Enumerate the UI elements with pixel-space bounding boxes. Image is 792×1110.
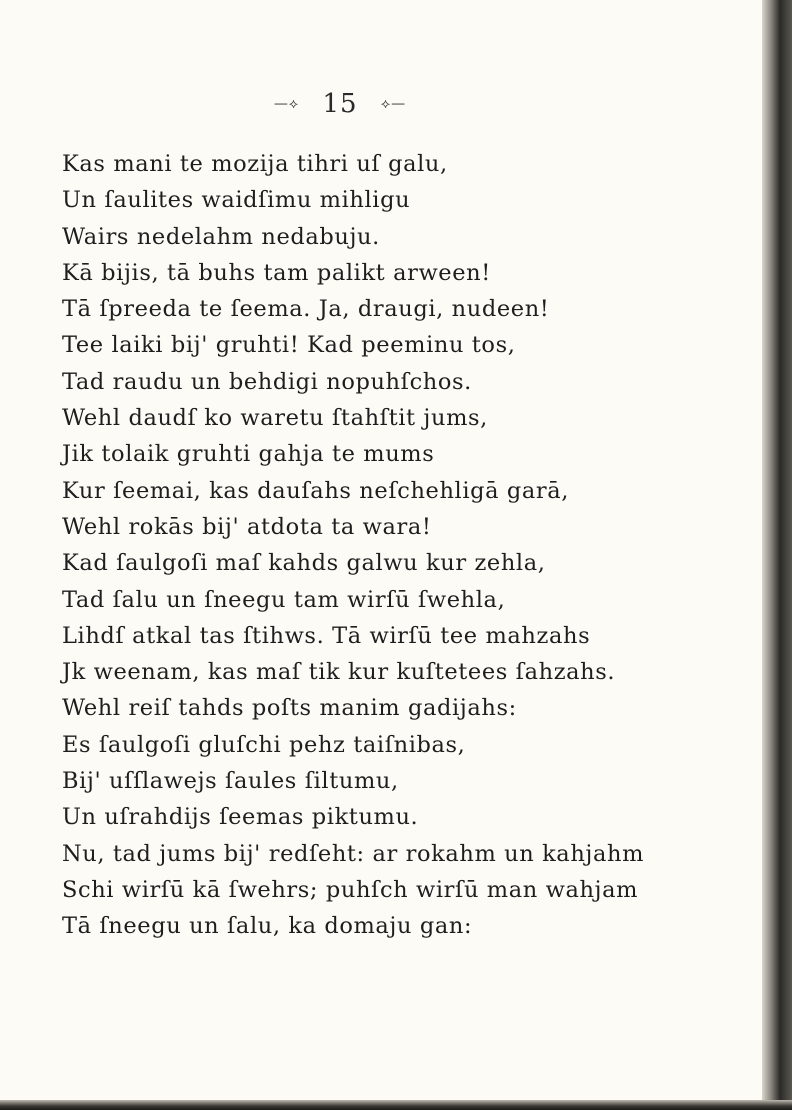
book-spine bbox=[762, 0, 792, 1110]
poem-line: Kur ſeemai, kas dauſahs neſchehligā garā, bbox=[62, 477, 570, 504]
poem-line: Kad ſaulgoſi maſ kahds galwu kur zehla, bbox=[62, 550, 546, 577]
poem-line: Wairs nedelahm nedabuju. bbox=[62, 223, 380, 250]
poem-line: Tā ſpreeda te ſeema. Ja, draugi, nudeen! bbox=[62, 296, 550, 323]
poem-line: Tad ſalu un ſneegu tam wirſū ſwehla, bbox=[62, 586, 506, 613]
poem-line: Un uſrahdijs ſeemas piktumu. bbox=[62, 804, 419, 831]
poem-line: Jk weenam, kas maſ tik kur kuſtetees ſahzahs. bbox=[62, 659, 616, 686]
poem-line: Nu, tad jums bij' redſeht: ar rokahm un kahjahm bbox=[62, 840, 645, 867]
page-number: 15 bbox=[322, 89, 358, 119]
page-bottom-edge bbox=[0, 1100, 792, 1110]
poem-text bbox=[62, 146, 645, 945]
poem-line: Tā ſneegu un ſalu, ka domaju gan: bbox=[62, 913, 473, 940]
poem-line: Kā bijis, tā buhs tam palikt arween! bbox=[62, 259, 491, 286]
poem-line: Wehl daudſ ko waretu ſtahſtit jums, bbox=[62, 405, 488, 432]
poem-line: Es ſaulgoſi gluſchi pehz taiſnibas, bbox=[62, 731, 466, 758]
poem-line: Wehl reiſ tahds poſts manim gadijahs: bbox=[62, 695, 517, 722]
poem-line: Tad raudu un behdigi nopuhſchos. bbox=[62, 368, 472, 395]
poem-line: Lihdſ atkal tas ſtihws. Tā wirſū tee mahzahs bbox=[62, 622, 591, 649]
poem-line: Wehl rokās bij' atdota ta wara! bbox=[62, 513, 432, 540]
ornament-right: ⟡— bbox=[380, 96, 407, 112]
poem-line: Bij' uſſlawejs ſaules ſiltumu, bbox=[62, 768, 399, 795]
poem-line: Un ſaulites waidſimu mihligu bbox=[62, 187, 411, 214]
poem-line: Tee laiki bij' gruhti! Kad peeminu tos, bbox=[62, 332, 516, 359]
poem-line: Jik tolaik gruhti gahja te mums bbox=[62, 441, 435, 468]
page-header bbox=[0, 88, 680, 119]
poem-line: Schi wirſū kā ſwehrs; puhſch wirſū man wahjam bbox=[62, 876, 639, 903]
poem-line: Kas mani te mozija tihri uſ galu, bbox=[62, 151, 448, 177]
ornament-left: —⟡ bbox=[273, 96, 300, 112]
